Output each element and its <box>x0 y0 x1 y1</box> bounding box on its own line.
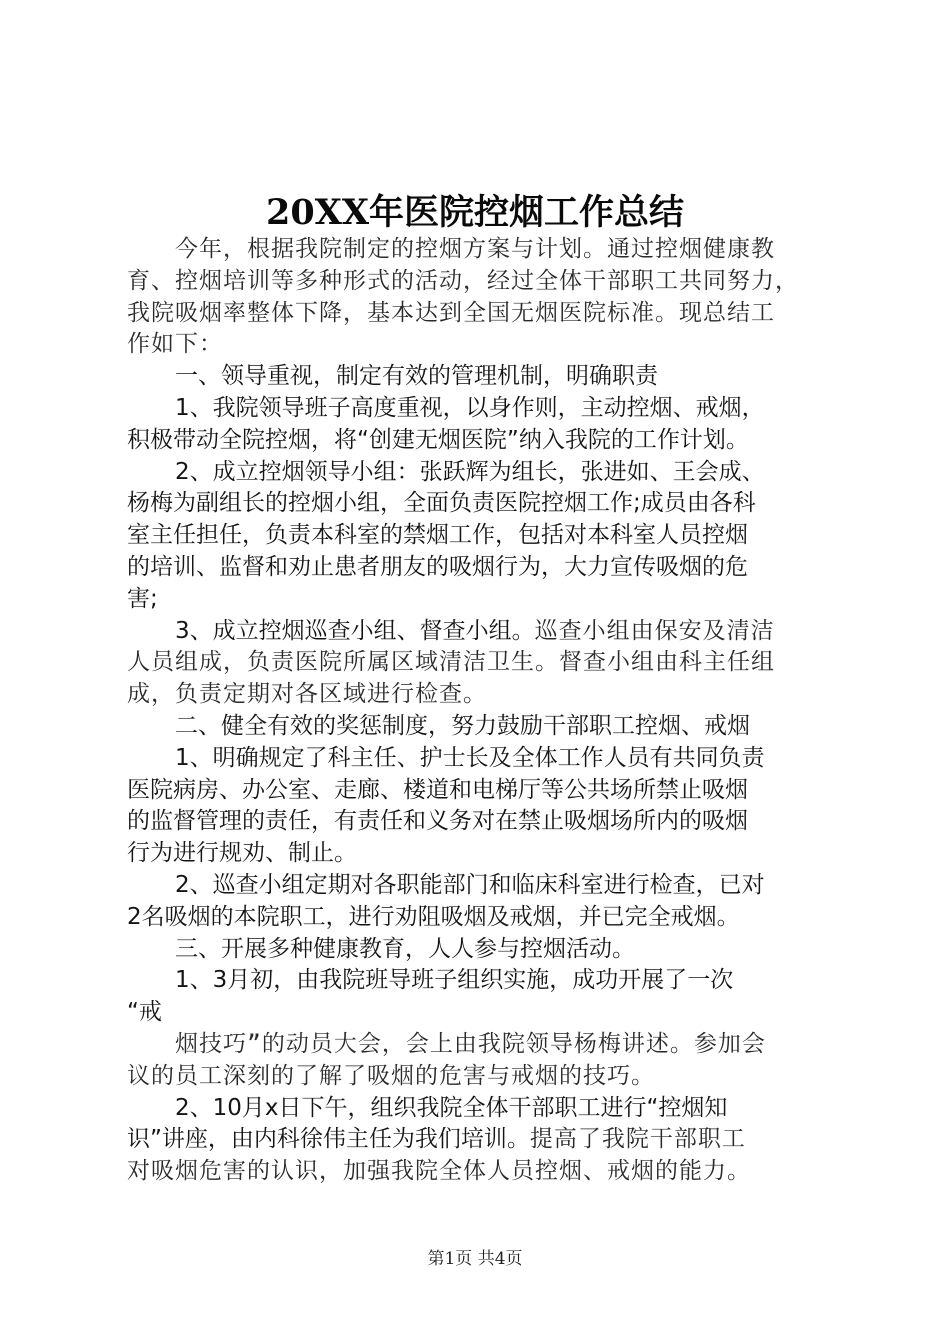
paragraph-line <box>127 616 839 648</box>
page-number: 第1页 共4页 <box>427 1249 523 1269</box>
paragraph-segment: 提高了我院干部职工 <box>529 1126 746 1153</box>
paragraph-line: “戒 <box>127 999 162 1026</box>
paragraph-line: 1、3月初，由我院班导班子组织实施，成功开展了一次 <box>175 967 734 994</box>
paragraph-line: 室主任担任，负责本科室的禁烟工作，包括对本科室人员控烟 <box>127 522 748 549</box>
paragraph-line: 成，负责定期对各区域进行检查。 <box>127 681 487 708</box>
paragraph-line: 1、我院领导班子高度重视，以身作则，主动控烟、戒烟， <box>175 394 765 421</box>
paragraph-line: 人员组成，负责医院所属区域清洁卫生。督查小组由科主任组 <box>127 649 775 676</box>
paragraph-line: 2、巡查小组定期对各职能部门和临床科室进行检查，已对 <box>175 871 765 898</box>
section-heading: 三、开展多种健康教育，人人参与控烟活动。 <box>175 935 635 962</box>
paragraph-line: 2、10月x日下午，组织我院全体干部职工进行“控烟知 <box>175 1094 728 1121</box>
paragraph-segment: 识”讲座，由内科徐伟主任为我们培训。 <box>127 1126 530 1153</box>
document-body <box>127 234 839 1188</box>
paragraph-segment: 3、成立控烟巡查小组、督查小组。 <box>175 617 535 644</box>
paragraph-line: 医院病房、办公室、走廊、楼道和电梯厅等公共场所禁止吸烟 <box>127 776 748 803</box>
section-heading: 二、健全有效的奖惩制度，努力鼓励干部职工控烟、戒烟 <box>175 712 750 739</box>
paragraph-line: 积极带动全院控烟，将“创建无烟医院”纳入我院的工作计划。 <box>127 426 749 453</box>
section-heading: 一、领导重视，制定有效的管理机制，明确职责 <box>175 363 658 390</box>
paragraph-line: 我院吸烟率整体下降，基本达到全国无烟医院标准。现总结工 <box>127 299 775 326</box>
paragraph-line: 杨梅为副组长的控烟小组，全面负责医院控烟工作;成员由各科 <box>127 490 756 517</box>
paragraph-line: 作如下： <box>127 331 223 358</box>
paragraph-line <box>127 1124 839 1156</box>
paragraph-line: 2、成立控烟领导小组：张跃辉为组长，张进如、王会成、 <box>175 458 765 485</box>
paragraph-line: 害; <box>127 585 158 612</box>
paragraph-line: 2名吸烟的本院职工，进行劝阻吸烟及戒烟，并已完全戒烟。 <box>127 903 740 930</box>
paragraph-line: 1、明确规定了科主任、护士长及全体工作人员有共同负责 <box>175 744 765 771</box>
paragraph-line: 行为进行规劝、制止。 <box>127 840 357 867</box>
paragraph-line: 对吸烟危害的认识，加强我院全体人员控烟、戒烟的能力。 <box>127 1158 751 1185</box>
document-title: 20XX年医院控烟工作总结 <box>265 192 685 233</box>
paragraph-segment: 巡查小组由保安及清洁 <box>534 617 775 644</box>
paragraph-line: 的监督管理的责任，有责任和义务对在禁止吸烟场所内的吸烟 <box>127 808 748 835</box>
paragraph-line: 的培训、监督和劝止患者朋友的吸烟行为，大力宣传吸烟的危 <box>127 553 748 580</box>
paragraph-line: 烟技巧”的动员大会，会上由我院领导杨梅讲述。参加会 <box>175 1030 766 1057</box>
paragraph-line: 育、控烟培训等多种形式的活动，经过全体干部职工共同努力， <box>127 267 799 294</box>
paragraph-line: 今年，根据我院制定的控烟方案与计划。通过控烟健康教 <box>175 236 775 262</box>
paragraph-line: 议的员工深刻的了解了吸烟的危害与戒烟的技巧。 <box>127 1062 655 1089</box>
